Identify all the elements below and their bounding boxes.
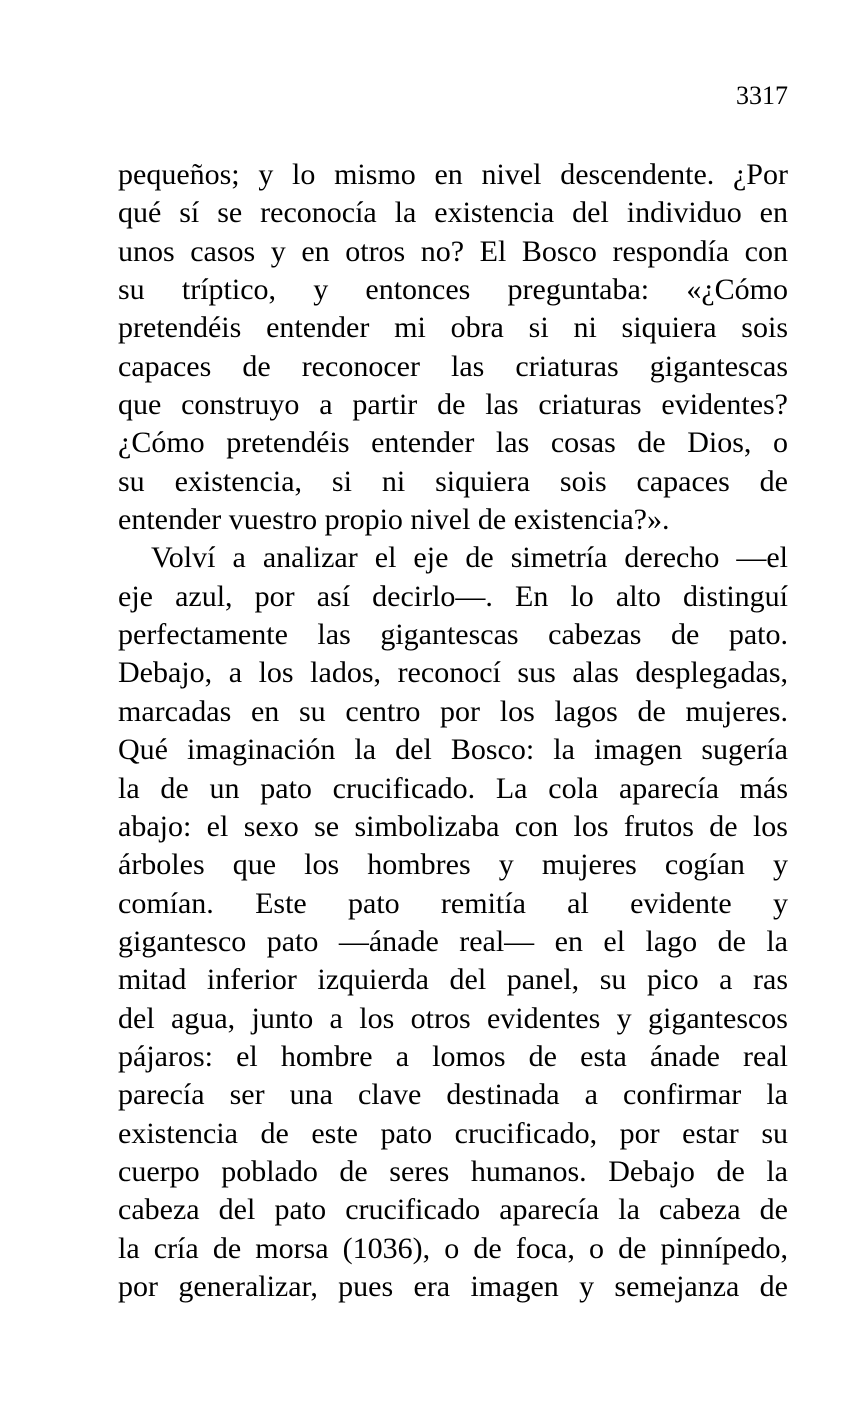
text-line: por generalizar, pues era imagen y semejanza de — [118, 1269, 788, 1303]
text-line: comían. Este pato remitía al evidente y — [118, 886, 788, 920]
text-line: su tríptico, y entonces preguntaba: «¿Cómo — [118, 273, 788, 307]
text-line: parecía ser una clave destinada a confirmar la — [118, 1078, 788, 1112]
text-line: eje azul, por así decirlo—. En lo alto distinguí — [118, 579, 788, 613]
text-line: existencia de este pato crucificado, por estar su — [118, 1116, 788, 1150]
body-text — [118, 156, 788, 1306]
text-line: unos casos y en otros no? El Bosco respondía con — [118, 234, 788, 268]
text-line: que construyo a partir de las criaturas evidentes? — [118, 388, 788, 422]
text-line: Volví a analizar el eje de simetría derecho —el — [151, 541, 788, 575]
text-line: pretendéis entender mi obra si ni siquiera sois — [118, 311, 788, 345]
text-line: pájaros: el hombre a lomos de esta ánade real — [118, 1039, 788, 1073]
text-line: entender vuestro propio nivel de existencia?». — [118, 503, 670, 537]
text-line: capaces de reconocer las criaturas gigantescas — [118, 349, 788, 383]
text-line: perfectamente las gigantescas cabezas de pato. — [118, 618, 788, 652]
text-line: mitad inferior izquierda del panel, su pico a ras — [118, 963, 788, 997]
text-line: marcadas en su centro por los lagos de mujeres. — [118, 694, 788, 728]
text-line: qué sí se reconocía la existencia del individuo en — [118, 196, 788, 230]
text-line: pequeños; y lo mismo en nivel descendente. ¿Por — [118, 158, 788, 191]
text-line: cabeza del pato crucificado aparecía la cabeza de — [118, 1193, 788, 1227]
text-line: cuerpo poblado de seres humanos. Debajo de la — [118, 1154, 788, 1188]
text-line: la cría de morsa (1036), o de foca, o de pinnípedo, — [118, 1231, 788, 1265]
text-line: gigantesco pato —ánade real— en el lago de la — [118, 924, 788, 958]
text-line: árboles que los hombres y mujeres cogían y — [118, 848, 788, 882]
page-number: 3317 — [736, 81, 788, 110]
text-line: abajo: el sexo se simbolizaba con los frutos de los — [118, 809, 788, 843]
text-line: Debajo, a los lados, reconocí sus alas desplegadas, — [118, 656, 788, 690]
text-line: la de un pato crucificado. La cola aparecía más — [118, 771, 788, 805]
text-line: del agua, junto a los otros evidentes y gigantescos — [118, 1001, 788, 1035]
text-line: su existencia, si ni siquiera sois capaces de — [118, 464, 788, 498]
text-line: Qué imaginación la del Bosco: la imagen sugería — [118, 733, 788, 767]
text-line: ¿Cómo pretendéis entender las cosas de Dios, o — [118, 426, 788, 460]
